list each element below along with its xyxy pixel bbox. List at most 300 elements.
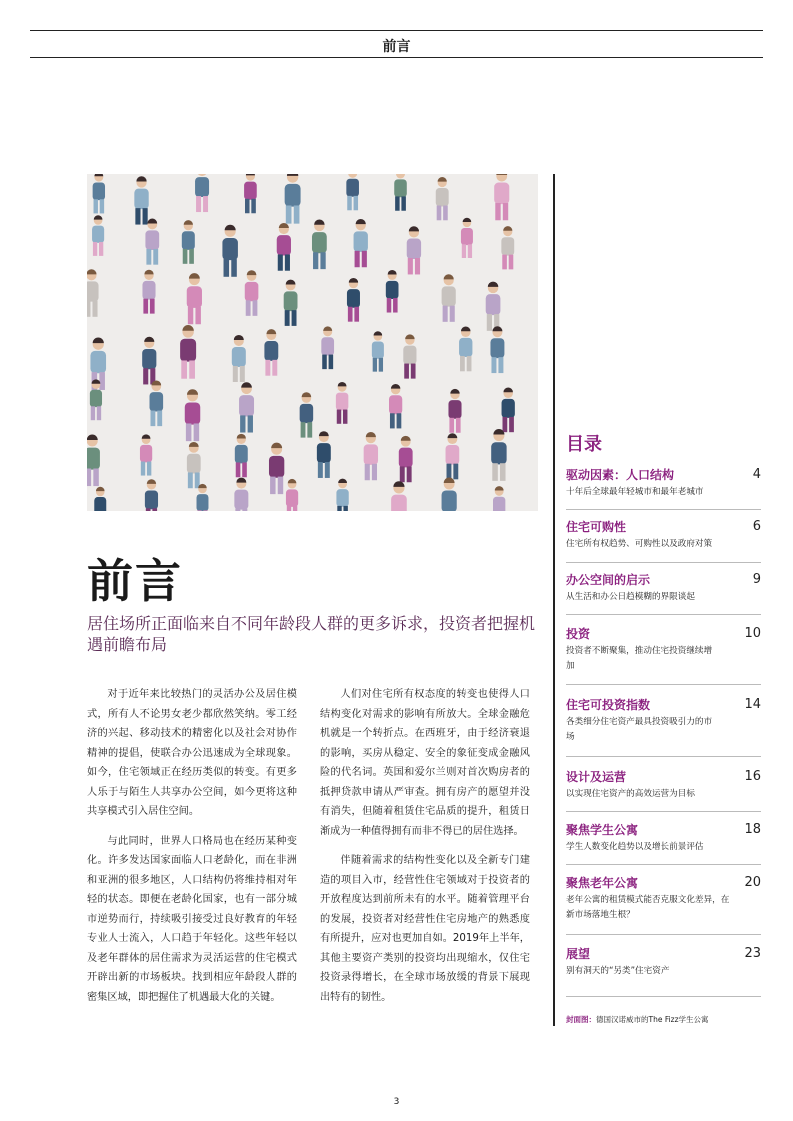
toc-item-page: 6 [752, 519, 761, 534]
toc-item-investment[interactable] [566, 626, 761, 674]
person-figure [145, 219, 159, 265]
person-torso [140, 445, 152, 463]
person-figure [187, 442, 201, 488]
person-torso [94, 497, 106, 511]
person-leg [393, 298, 398, 312]
person-figure [490, 326, 504, 373]
toc-item-heading: 展望 [566, 947, 591, 961]
person-figure [142, 270, 155, 314]
person-torso [321, 337, 334, 355]
person-leg [194, 423, 200, 441]
person-figure [264, 329, 278, 376]
person-figure [286, 479, 298, 511]
person-figure [321, 326, 334, 369]
person-leg [509, 255, 514, 270]
person-hair [286, 280, 296, 285]
person-figure [234, 478, 248, 511]
person-figure [180, 325, 196, 379]
person-leg [235, 509, 240, 511]
person-figure [285, 174, 301, 224]
person-torso [493, 497, 505, 511]
cover-caption [566, 1014, 709, 1025]
person-torso [391, 495, 407, 511]
body-column-2 [320, 685, 530, 1017]
toc-item-affordability[interactable] [566, 519, 761, 552]
person-leg [318, 462, 323, 478]
person-torso [346, 179, 359, 197]
person-leg [91, 406, 95, 420]
person-hair [94, 174, 103, 176]
header-rule-top [30, 30, 763, 31]
person-leg [362, 251, 367, 267]
person-leg [401, 196, 405, 210]
person-figure [364, 432, 378, 480]
person-torso [372, 342, 384, 359]
person-hair [438, 177, 447, 182]
person-hair [147, 219, 157, 224]
person-leg [152, 508, 157, 511]
toc-item-page: 10 [744, 626, 761, 641]
person-leg [93, 242, 97, 256]
person-torso [244, 182, 257, 200]
person-torso [187, 286, 202, 308]
person-hair [96, 487, 105, 491]
person-hair [463, 218, 472, 222]
person-figure [244, 174, 257, 213]
person-figure [501, 226, 514, 269]
person-leg [99, 242, 103, 256]
person-torso [501, 237, 514, 255]
person-leg [270, 477, 275, 495]
person-hair [338, 479, 347, 483]
toc-item-design-operations[interactable] [566, 769, 761, 802]
person-hair [302, 392, 312, 397]
person-hair [338, 382, 347, 386]
person-torso [185, 402, 200, 424]
person-torso [239, 395, 254, 416]
person-torso [461, 228, 473, 245]
toc-item-description: 以实现住宅资产的高效运营为目标 [566, 789, 695, 799]
person-figure [347, 278, 360, 322]
person-leg [265, 360, 270, 376]
person-torso [300, 404, 314, 423]
person-leg [408, 258, 413, 274]
article-title: 前言 [87, 554, 183, 608]
person-torso [490, 338, 504, 358]
person-torso [336, 393, 348, 411]
toc-item-heading: 住宅可购性 [566, 520, 627, 534]
toc-item-description: 老年公寓的租赁模式能否克服文化差异，在新市场落地生根？ [566, 895, 730, 920]
person-figure [312, 220, 327, 270]
person-torso [486, 294, 501, 315]
person-hair [225, 225, 236, 231]
person-leg [343, 506, 347, 511]
toc-item-investability-index[interactable] [566, 697, 761, 745]
person-torso [87, 448, 100, 470]
toc-item-page: 23 [744, 946, 761, 961]
person-figure [235, 434, 248, 477]
toc-separator [566, 614, 761, 615]
person-hair [388, 270, 397, 275]
person-figure [502, 388, 515, 433]
crowd-figures [87, 174, 538, 511]
person-figure [239, 382, 254, 432]
person-torso [491, 442, 506, 464]
person-torso [386, 281, 399, 299]
person-torso [448, 400, 461, 419]
page-number: 3 [393, 1097, 400, 1107]
toc-item-page: 14 [744, 697, 761, 712]
person-leg [100, 199, 104, 213]
person-leg [272, 360, 277, 376]
person-torso [285, 184, 301, 207]
person-figure [94, 487, 106, 511]
person-hair [323, 326, 332, 331]
person-leg [313, 252, 318, 269]
person-leg [467, 356, 472, 371]
person-hair [496, 174, 507, 175]
toc-item-page: 18 [744, 822, 761, 837]
person-head [496, 174, 507, 181]
toc-item-description: 投资者不断聚集，推动住宅投资继续增加 [566, 646, 713, 671]
person-leg [502, 417, 507, 432]
person-leg [456, 418, 461, 433]
person-figure [317, 431, 331, 478]
person-leg [354, 196, 359, 210]
person-leg [197, 510, 201, 511]
person-figure [195, 174, 209, 212]
person-hair [182, 325, 193, 331]
crowd-illustration [87, 174, 538, 511]
person-figure [486, 282, 501, 331]
person-figure [92, 215, 104, 256]
person-torso [284, 291, 298, 311]
person-leg [379, 358, 383, 372]
person-torso [442, 491, 457, 511]
paragraph: 与此同时，世界人口格局也在经历某种变化。许多发达国家面临人口老龄化，而在非洲和亚洲的很多地区，人口结构仍将维持相对年轻的状态。即便在老龄化国家，也有一部分城市逆势而行，持续吸引接受过良好教育的年轻专业人士流入，人口趋于年轻化。这些年轻以及老年群体的居住需求为灵活运营的住宅模式开辟出新的市场板块。找到相应年龄段人群的密集区域，即把握住了机遇最大化的关键。 [87, 835, 297, 1003]
person-figure [145, 479, 158, 511]
person-figure [346, 174, 359, 210]
person-figure [442, 478, 457, 511]
person-leg [189, 360, 195, 378]
person-torso [145, 230, 159, 250]
person-leg [203, 196, 208, 212]
person-torso [145, 490, 158, 509]
toc-item-heading: 驱动因素：人口结构 [566, 468, 675, 482]
person-leg [278, 477, 283, 495]
person-leg [93, 468, 98, 486]
person-figure [461, 218, 473, 258]
person-leg [415, 258, 420, 274]
person-torso [446, 445, 460, 465]
person-hair [147, 479, 156, 484]
person-leg [97, 406, 101, 420]
person-figure [399, 436, 413, 482]
person-figure [494, 174, 509, 220]
person-leg [348, 307, 353, 322]
toc-item-description: 各类细分住宅资产最具投资吸引力的市场 [566, 717, 713, 742]
person-torso [245, 282, 259, 301]
person-leg [468, 244, 472, 258]
person-hair [391, 384, 400, 389]
toc-separator [566, 864, 761, 865]
person-leg [143, 208, 148, 224]
person-figure [87, 269, 99, 317]
person-leg [373, 358, 377, 372]
person-figure [459, 326, 472, 371]
person-hair [405, 334, 414, 339]
person-leg [355, 251, 360, 267]
person-hair [356, 219, 366, 224]
person-leg [135, 208, 140, 224]
toc-item-senior-housing[interactable] [566, 875, 761, 923]
person-leg [92, 301, 97, 317]
person-hair [450, 389, 459, 394]
person-leg [460, 356, 465, 371]
person-leg [146, 249, 151, 265]
person-head [396, 174, 405, 178]
toc-item-heading: 住宅可投资指数 [566, 698, 651, 712]
person-leg [322, 355, 327, 370]
person-figure [436, 177, 449, 220]
person-figure [185, 389, 200, 441]
toc-separator [566, 509, 761, 510]
person-figure [336, 382, 348, 424]
person-leg [365, 464, 370, 480]
person-torso [92, 226, 104, 243]
person-leg [292, 310, 297, 326]
person-leg [437, 206, 442, 221]
person-torso [277, 235, 291, 255]
person-hair [488, 282, 498, 287]
toc-separator [566, 562, 761, 563]
person-hair [246, 174, 255, 175]
person-hair [279, 223, 289, 228]
person-leg [242, 509, 247, 511]
person-leg [492, 463, 498, 481]
person-leg [387, 298, 392, 312]
person-torso [142, 349, 156, 369]
person-leg [337, 506, 341, 511]
person-torso [347, 289, 360, 308]
person-leg [87, 468, 91, 486]
person-torso [197, 494, 209, 511]
person-figure [284, 280, 298, 326]
person-torso [180, 339, 196, 362]
person-figure [446, 433, 460, 479]
person-figure [222, 225, 238, 277]
toc-item-page: 16 [744, 769, 761, 784]
person-leg [462, 244, 466, 258]
person-torso [93, 182, 105, 200]
person-hair [271, 443, 282, 448]
person-hair [319, 431, 329, 436]
toc-item-outlook[interactable] [566, 946, 761, 979]
person-torso [389, 395, 402, 414]
person-hair [447, 433, 457, 438]
toc-item-description: 别有洞天的“另类”住宅资产 [566, 966, 670, 976]
column-divider [553, 174, 555, 1026]
cover-caption-label: 封面图： [566, 1015, 596, 1024]
person-figure [140, 434, 152, 475]
person-torso [234, 490, 248, 510]
person-leg [285, 310, 290, 326]
toc-item-page: 9 [752, 572, 761, 587]
person-leg [240, 415, 245, 432]
toc-title: 目录 [566, 434, 602, 455]
toc-separator [566, 996, 761, 997]
person-hair [444, 274, 454, 279]
person-leg [141, 462, 145, 476]
person-torso [394, 179, 407, 197]
person-hair [93, 338, 104, 344]
person-figure [448, 389, 461, 433]
person-leg [188, 307, 193, 324]
person-figure [300, 392, 314, 437]
person-leg [294, 205, 300, 223]
person-hair [236, 478, 246, 483]
person-leg [411, 364, 416, 379]
person-torso [354, 231, 368, 252]
person-hair [503, 226, 512, 231]
person-leg [498, 357, 503, 373]
person-torso [195, 177, 209, 197]
person-hair [234, 335, 244, 340]
person-leg [240, 366, 245, 382]
person-figure [442, 274, 456, 322]
person-leg [246, 300, 251, 316]
person-hair [189, 442, 199, 447]
person-leg [146, 508, 151, 511]
article-subtitle: 居住场所正面临来自不同年龄段人群的更多诉求，投资者把握机遇前瞻布局 [87, 614, 536, 654]
person-leg [500, 463, 506, 481]
body-column-1 [87, 685, 297, 1017]
person-leg [407, 466, 412, 482]
person-leg [253, 300, 258, 316]
person-torso [264, 341, 278, 361]
person-leg [397, 413, 402, 428]
person-hair [136, 176, 146, 181]
person-torso [269, 456, 284, 478]
person-torso [494, 183, 509, 205]
person-leg [143, 299, 148, 314]
person-torso [399, 448, 413, 468]
toc-item-student-housing[interactable] [566, 822, 761, 855]
person-leg [301, 422, 306, 437]
toc-item-demographics[interactable] [566, 467, 761, 500]
person-leg [320, 252, 325, 269]
person-torso [235, 445, 248, 463]
person-leg [502, 255, 507, 270]
person-torso [187, 454, 201, 474]
person-leg [400, 466, 405, 482]
person-leg [183, 249, 188, 264]
person-figure [372, 331, 384, 371]
person-hair [349, 278, 358, 283]
person-leg [203, 510, 207, 511]
person-leg [337, 410, 341, 424]
person-hair [241, 382, 252, 387]
person-hair [492, 326, 502, 331]
person-figure [403, 334, 416, 378]
person-figure [134, 176, 148, 224]
person-hair [144, 270, 153, 275]
person-leg [196, 196, 201, 212]
person-leg [509, 417, 514, 432]
person-hair [366, 432, 376, 437]
toc-item-description: 住宅所有权趋势、可购性以及政府对策 [566, 539, 713, 549]
person-leg [186, 423, 192, 441]
person-figure [391, 481, 407, 511]
person-hair [314, 220, 325, 225]
person-leg [503, 203, 508, 220]
toc-item-office-lessons[interactable] [566, 572, 761, 605]
cover-caption-text: 德国汉诺威市的The Fizz学生公寓 [596, 1015, 709, 1024]
person-hair [401, 436, 411, 441]
person-leg [285, 254, 290, 270]
person-leg [94, 199, 98, 213]
toc-item-description: 十年后全球最年轻城市和最年老城市 [566, 487, 704, 497]
person-leg [491, 357, 496, 373]
person-figure [389, 384, 402, 428]
person-head [197, 174, 207, 176]
person-leg [449, 418, 454, 433]
person-figure [182, 220, 195, 264]
person-leg [390, 413, 395, 428]
person-leg [87, 301, 90, 317]
person-figure [150, 380, 164, 426]
person-hair [374, 331, 383, 335]
person-hair [287, 174, 298, 176]
person-hair [461, 326, 471, 331]
person-leg [286, 205, 292, 223]
person-leg [236, 462, 241, 477]
person-leg [251, 199, 256, 213]
person-hair [247, 270, 257, 275]
person-leg [307, 422, 312, 437]
person-figure [93, 174, 105, 213]
running-header: 前言 [382, 39, 411, 55]
person-figure [245, 270, 259, 316]
person-torso [87, 281, 99, 301]
person-figure [87, 434, 100, 486]
person-torso [90, 351, 106, 373]
person-leg [189, 249, 194, 264]
person-leg [450, 306, 455, 322]
toc-item-description: 从生活和办公日趋模糊的界限谈起 [566, 592, 695, 602]
person-torso [317, 443, 331, 463]
toc-separator [566, 684, 761, 685]
person-torso [364, 444, 378, 465]
person-leg [329, 355, 334, 370]
person-torso [90, 390, 102, 407]
person-torso [150, 392, 164, 411]
person-leg [287, 506, 291, 511]
person-hair [409, 226, 419, 231]
person-torso [459, 338, 472, 357]
person-leg [150, 411, 155, 427]
person-leg [248, 415, 253, 432]
toc-item-description: 学生人数变化趋势以及增长前景评估 [566, 842, 704, 852]
person-figure [407, 226, 421, 274]
person-leg [153, 249, 158, 265]
person-figure [336, 479, 348, 511]
person-leg [150, 299, 155, 314]
toc-separator [566, 934, 761, 935]
paragraph: 对于近年来比较热门的灵活办公及居住模式，所有人不论男女老少都欣然笑纳。零工经济的兴起、移动技术的精密化以及社会对协作精神的提倡，使联合办公迅速成为全球现象。如今，住宅领域正在经历类似的转变。有更多人乐于与陌生人共享办公空间，如今更将这种共享模式引入居住空间。 [87, 689, 297, 817]
person-hair [144, 337, 154, 342]
person-hair [187, 389, 198, 395]
